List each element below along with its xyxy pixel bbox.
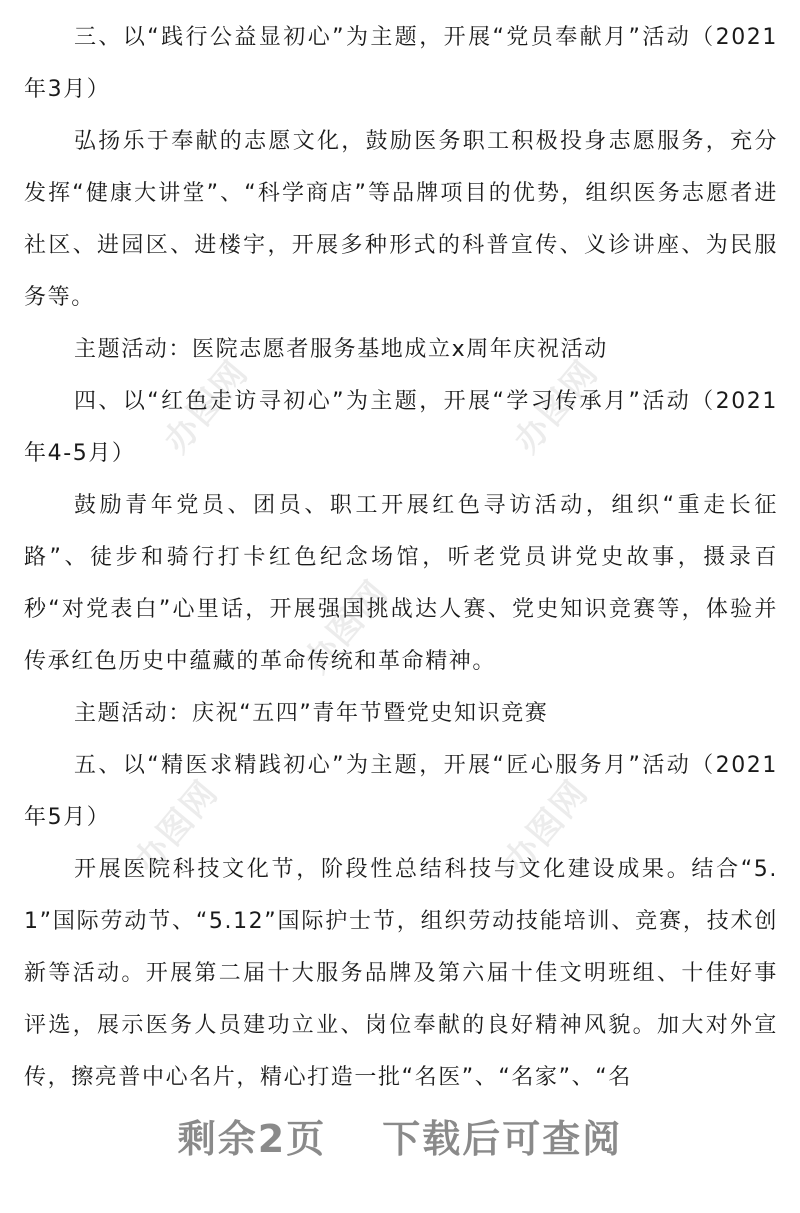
theme-activity: 主题活动：庆祝“五四”青年节暨党史知识竞赛 bbox=[74, 701, 549, 726]
section-heading: 三、以“践行公益显初心”为主题，开展“党员奉献月”活动（2021年3月） bbox=[24, 25, 778, 102]
section-heading: 四、以“红色走访寻初心”为主题，开展“学习传承月”活动（2021年4-5月） bbox=[24, 389, 778, 466]
watermark: 办图网 bbox=[506, 352, 607, 461]
theme-activity: 主题活动：医院志愿者服务基地成立x周年庆祝活动 bbox=[74, 337, 608, 362]
watermark: 办图网 bbox=[296, 572, 397, 681]
download-label: 下载后可查阅 bbox=[382, 1117, 623, 1161]
document-body bbox=[24, 12, 778, 1104]
download-prompt[interactable] bbox=[0, 1108, 800, 1163]
section-heading: 五、以“精医求精践初心”为主题，开展“匠心服务月”活动（2021年5月） bbox=[24, 753, 778, 830]
body-paragraph: 开展医院科技文化节，阶段性总结科技与文化建设成果。结合“5.1”国际劳动节、“5.12”国际护士节，组织劳动技能培训、竞赛，技术创新等活动。开展第二届十大服务品牌及第六届十佳文明班组、十佳好事评选，展示医务人员建功立业、岗位奉献的良好精神风貌。加大对外宣传，擦亮普中心名片，精心打造一批“名医”、“名家”、“名 bbox=[24, 857, 778, 1090]
watermark: 办图网 bbox=[156, 352, 257, 461]
body-paragraph: 鼓励青年党员、团员、职工开展红色寻访活动，组织“重走长征路”、徒步和骑行打卡红色纪念场馆，听老党员讲党史故事，摄录百秒“对党表白”心里话，开展强国挑战达人赛、党史知识竞赛等，体验并传承红色历史中蕴藏的革命传统和革命精神。 bbox=[24, 493, 778, 674]
remaining-pages-label: 剩余2页 bbox=[177, 1117, 327, 1161]
watermark: 办图网 bbox=[126, 772, 227, 881]
watermark: 办图网 bbox=[496, 772, 597, 881]
body-paragraph: 弘扬乐于奉献的志愿文化，鼓励医务职工积极投身志愿服务，充分发挥“健康大讲堂”、“科学商店”等品牌项目的优势，组织医务志愿者进社区、进园区、进楼宇，开展多种形式的科普宣传、义诊讲座、为民服务等。 bbox=[24, 129, 778, 310]
